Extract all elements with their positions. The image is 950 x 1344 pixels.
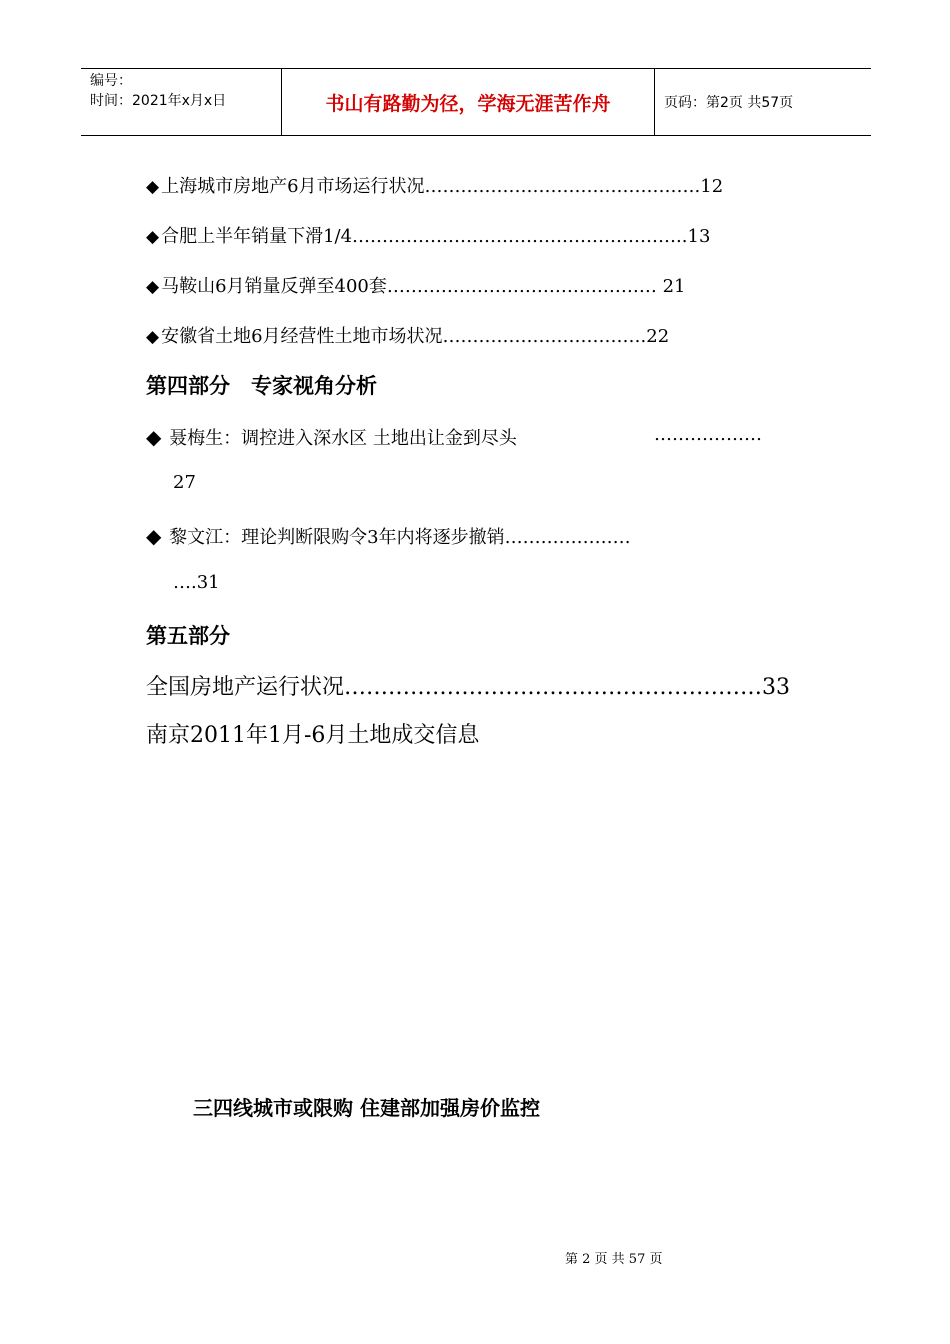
time-label: 时间：2021年x月x日 bbox=[90, 93, 227, 109]
toc-item bbox=[146, 272, 686, 298]
toc-item-page: 27 bbox=[173, 472, 196, 493]
toc-item-text: 马鞍山6月销量反弹至400套……………………………………… 21 bbox=[161, 276, 686, 297]
number-label: 编号： bbox=[90, 73, 132, 89]
toc-item bbox=[146, 424, 517, 450]
toc-item bbox=[146, 523, 631, 549]
toc-item-text: 黎文江：理论判断限购令3年内将逐步撤销………………… bbox=[169, 527, 631, 548]
toc-item-page: ….31 bbox=[173, 572, 220, 593]
page-header bbox=[81, 68, 871, 136]
toc-item-text: 上海城市房地产6月市场运行状况……………………………………….12 bbox=[161, 176, 724, 197]
toc-item-text: 合肥上半年销量下滑1/4………………………………………………..13 bbox=[161, 226, 711, 247]
diamond-bullet-icon: ◆ bbox=[146, 425, 162, 449]
header-meta bbox=[81, 69, 281, 135]
page-footer: 第 2 页 共 57 页 bbox=[565, 1252, 663, 1267]
article-title: 三四线城市或限购 住建部加强房价监控 bbox=[193, 1096, 540, 1120]
toc-item bbox=[146, 322, 669, 348]
diamond-bullet-icon: ◆ bbox=[146, 277, 160, 297]
part4-heading: 第四部分 专家视角分析 bbox=[146, 374, 377, 398]
toc-item-text: 聂梅生：调控进入深水区 土地出让金到尽头 bbox=[169, 428, 517, 449]
header-page-label: 页码：第2页 共57页 bbox=[664, 95, 794, 111]
header-motto: 书山有路勤为径，学海无涯苦作舟 bbox=[281, 69, 655, 135]
toc-item bbox=[146, 222, 710, 248]
diamond-bullet-icon: ◆ bbox=[146, 177, 160, 197]
toc-line: 南京2011年1月-6月土地成交信息 bbox=[146, 723, 480, 748]
diamond-bullet-icon: ◆ bbox=[146, 327, 160, 347]
diamond-bullet-icon: ◆ bbox=[146, 524, 162, 548]
diamond-bullet-icon: ◆ bbox=[146, 227, 160, 247]
part5-heading: 第五部分 bbox=[146, 624, 230, 648]
toc-item-dots: ……………… bbox=[654, 424, 762, 445]
toc-item bbox=[146, 172, 723, 198]
toc-line: 全国房地产运行状况…………………………………………………33 bbox=[146, 675, 790, 700]
toc-item-text: 安徽省土地6月经营性土地市场状况…………………………….22 bbox=[161, 326, 670, 347]
